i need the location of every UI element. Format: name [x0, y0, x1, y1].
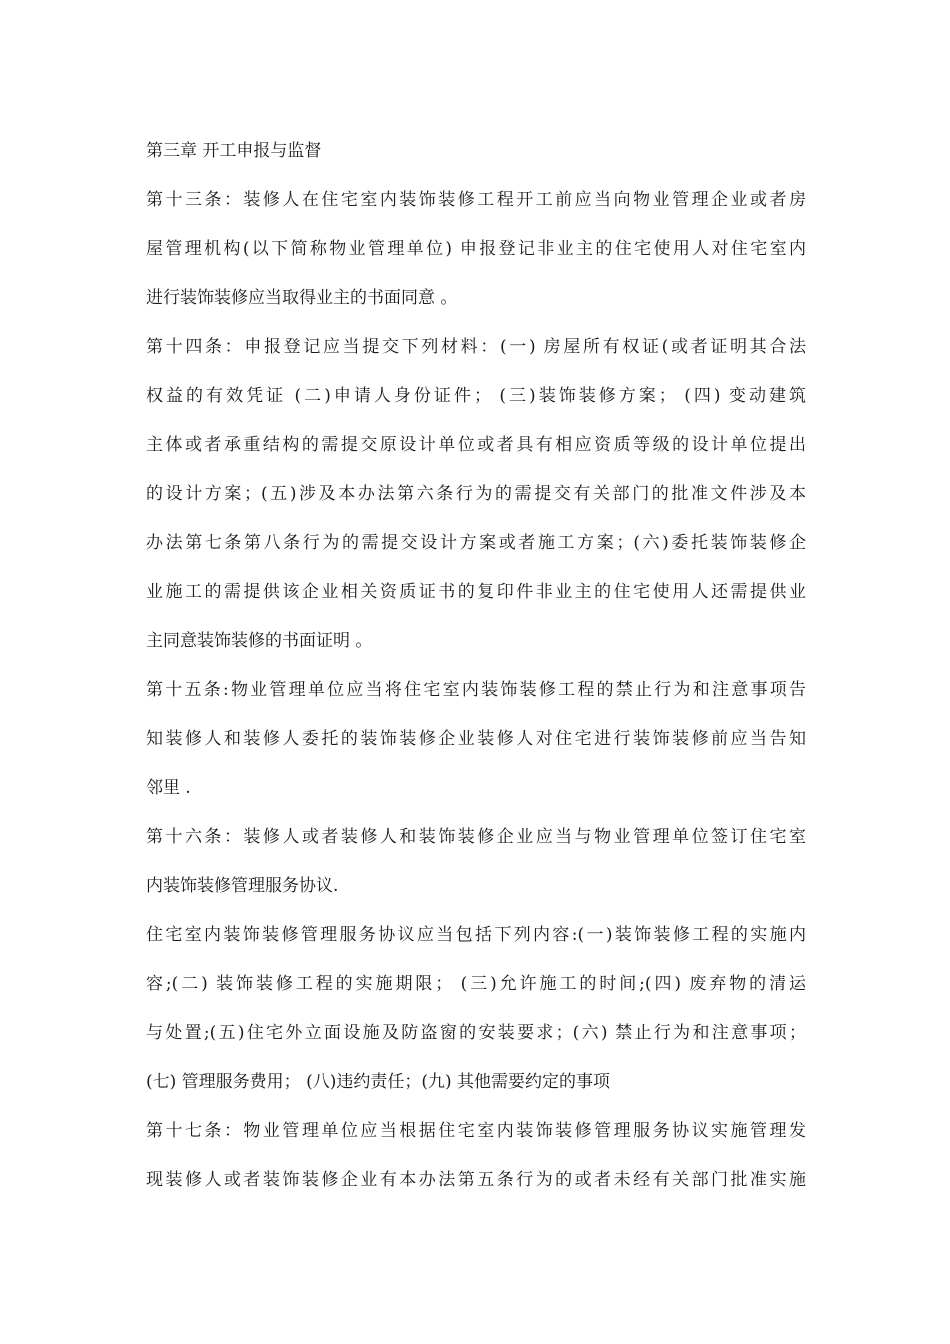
agreement-line-3: 与处置;(五)住宅外立面设施及防盗窗的安装要求；(六) 禁止行为和注意事项；: [146, 1023, 806, 1043]
agreement-line-1: 住宅室内装饰装修管理服务协议应当包括下列内容:(一)装饰装修工程的实施内: [146, 925, 806, 945]
article-17-line-2: 现装修人或者装饰装修企业有本办法第五条行为的或者未经有关部门批准实施: [146, 1170, 806, 1190]
document-page: [146, 136, 806, 1195]
article-14-line-5: 办法第七条第八条行为的需提交设计方案或者施工方案；(六)委托装饰装修企: [146, 533, 806, 553]
article-13-line-3: 进行装饰装修应当取得业主的书面同意 。: [146, 288, 458, 308]
article-13-line-2: 屋管理机构(以下简称物业管理单位) 申报登记非业主的住宅使用人对住宅室内: [146, 239, 806, 259]
article-16-line-2: 内装饰装修管理服务协议.: [146, 876, 339, 896]
article-17-line-1: 第十七条：物业管理单位应当根据住宅室内装饰装修管理服务协议实施管理发: [146, 1121, 806, 1141]
article-15-line-1: 第十五条:物业管理单位应当将住宅室内装饰装修工程的禁止行为和注意事项告: [146, 680, 806, 700]
article-14-line-3: 主体或者承重结构的需提交原设计单位或者具有相应资质等级的设计单位提出: [146, 435, 806, 455]
article-15-line-2: 知装修人和装修人委托的装饰装修企业装修人对住宅进行装饰装修前应当告知: [146, 729, 806, 749]
article-16-line-1: 第十六条：装修人或者装修人和装饰装修企业应当与物业管理单位签订住宅室: [146, 827, 806, 847]
article-13-line-1: 第十三条：装修人在住宅室内装饰装修工程开工前应当向物业管理企业或者房: [146, 190, 806, 210]
agreement-line-2: 容;(二) 装饰装修工程的实施期限； (三)允许施工的时间;(四) 废弃物的清运: [146, 974, 806, 994]
agreement-line-4: (七) 管理服务费用； (八)违约责任；(九) 其他需要约定的事项: [146, 1072, 611, 1092]
article-14-line-2: 权益的有效凭证 (二)申请人身份证件； (三)装饰装修方案； (四) 变动建筑: [146, 386, 806, 406]
article-14-line-1: 第十四条：申报登记应当提交下列材料：(一) 房屋所有权证(或者证明其合法: [146, 337, 806, 357]
chapter-title: 第三章 开工申报与监督: [146, 141, 322, 161]
article-14-line-6: 业施工的需提供该企业相关资质证书的复印件非业主的住宅使用人还需提供业: [146, 582, 806, 602]
article-14-line-4: 的设计方案；(五)涉及本办法第六条行为的需提交有关部门的批准文件涉及本: [146, 484, 806, 504]
article-15-line-3: 邻里 .: [146, 778, 191, 798]
article-14-line-7: 主同意装饰装修的书面证明 。: [146, 631, 373, 651]
